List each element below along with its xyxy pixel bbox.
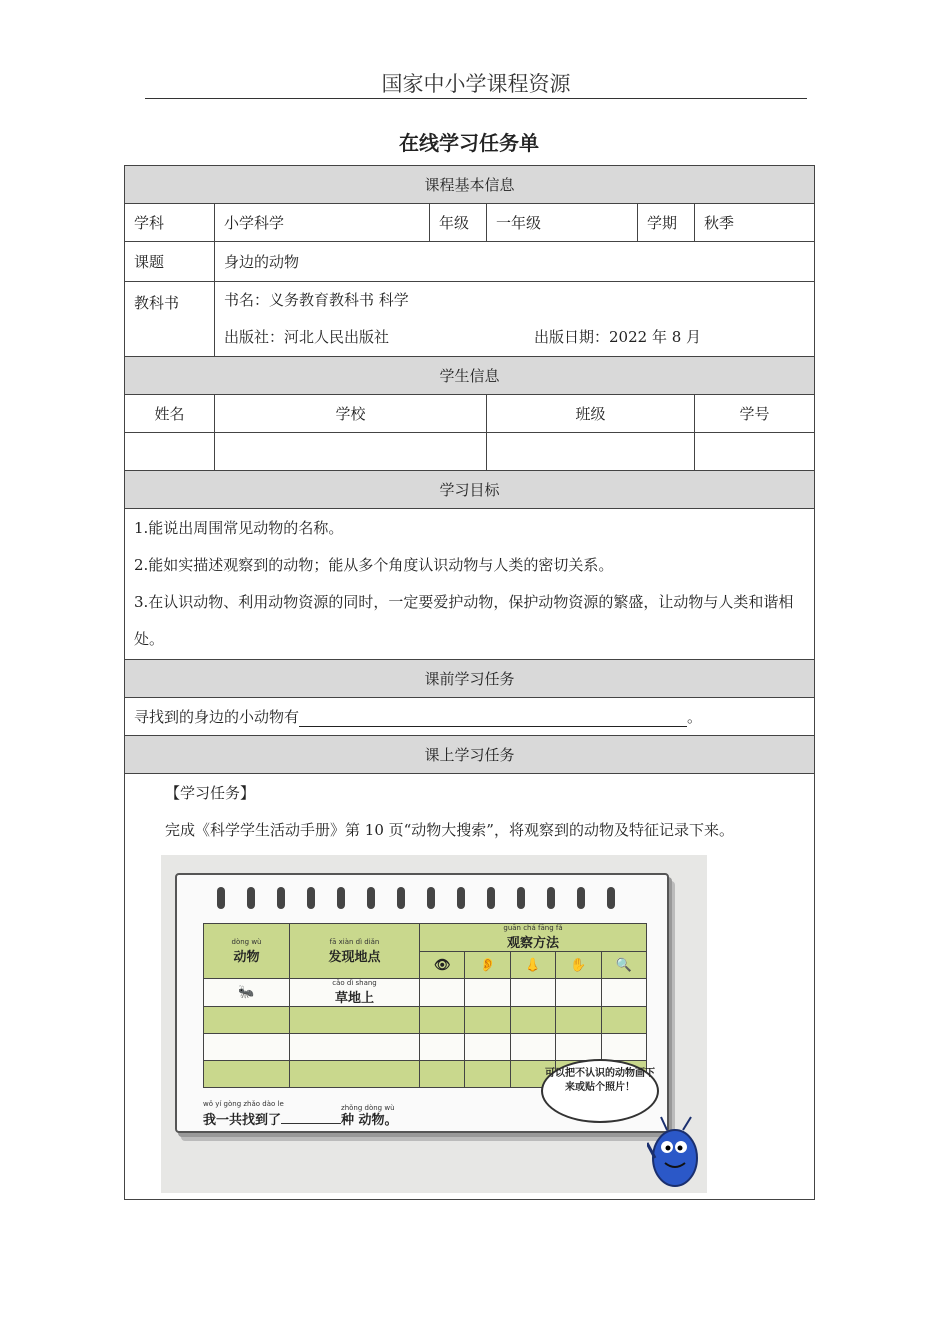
book-name: 书名：义务教育教科书 科学	[224, 291, 409, 309]
animal-answer-blank[interactable]	[299, 710, 687, 727]
binder-ring	[397, 887, 405, 909]
grade-value: 一年级	[487, 204, 638, 242]
grid-cell	[465, 1007, 510, 1034]
place-col-label: 发现地点	[328, 949, 381, 965]
binder-ring	[457, 887, 465, 909]
grid-cell	[601, 1034, 646, 1061]
in-class-header: 课上学习任务	[125, 736, 815, 774]
eye-icon: 👁	[420, 952, 465, 979]
name-column-header: 姓名	[125, 395, 215, 433]
example-place-label: 草地上	[334, 991, 374, 1006]
pre-class-prompt: 寻找到的身边的小动物有	[134, 708, 300, 726]
in-class-content	[125, 774, 815, 1200]
method-col-label: 观察方法	[506, 936, 559, 951]
mascot-icon	[647, 1113, 707, 1193]
binder-ring	[277, 887, 285, 909]
grid-cell	[601, 979, 646, 1007]
objectives-list	[125, 509, 815, 660]
binder-ring	[307, 887, 315, 909]
objective-item: 1.能说出周围常见动物的名称。	[134, 519, 344, 537]
grid-cell	[420, 1061, 465, 1088]
grid-cell	[204, 1061, 290, 1088]
method-col-header	[420, 924, 647, 952]
binder-ring	[427, 887, 435, 909]
place-col-header	[290, 924, 420, 979]
footer-text-b-wrap	[341, 1104, 398, 1128]
grid-cell	[556, 979, 601, 1007]
school-field[interactable]	[215, 433, 487, 471]
grid-cell	[290, 1034, 420, 1061]
example-place	[290, 979, 420, 1007]
footer-pinyin2: zhǒng dòng wù	[341, 1104, 395, 1112]
footer-pinyin: wǒ yí gòng zhǎo dào le	[203, 1100, 284, 1108]
pinyin: dòng wù	[231, 937, 262, 946]
binder-ring	[607, 887, 615, 909]
worksheet-footer	[203, 1100, 398, 1128]
pre-class-task	[125, 698, 815, 736]
term-value: 秋季	[695, 204, 815, 242]
ant-icon: 🐜	[204, 979, 290, 1007]
class-column-header: 班级	[487, 395, 695, 433]
textbook-label: 教科书	[125, 282, 215, 357]
subject-value: 小学科学	[215, 204, 430, 242]
student-info-header: 学生信息	[125, 357, 815, 395]
grid-cell	[556, 1034, 601, 1061]
student-id-column-header: 学号	[695, 395, 815, 433]
objective-item: 2.能如实描述观察到的动物；能从多个角度认识动物与人类的密切关系。	[134, 556, 614, 574]
objectives-header: 学习目标	[125, 471, 815, 509]
site-header: 国家中小学课程资源	[381, 72, 571, 96]
school-column-header: 学校	[215, 395, 487, 433]
pre-class-end: 。	[687, 708, 703, 726]
binder-ring	[217, 887, 225, 909]
binder-ring	[367, 887, 375, 909]
magnifier-icon: 🔍	[601, 952, 646, 979]
publish-date: 出版日期：2022 年 8 月	[534, 328, 702, 346]
grid-cell	[510, 979, 555, 1007]
binder-ring	[337, 887, 345, 909]
textbook-details	[215, 282, 815, 357]
class-field[interactable]	[487, 433, 695, 471]
binder-ring	[517, 887, 525, 909]
grid-cell	[510, 1034, 555, 1061]
pre-class-header: 课前学习任务	[125, 660, 815, 698]
grid-cell	[465, 979, 510, 1007]
grid-cell	[465, 1034, 510, 1061]
hand-icon: ✋	[556, 952, 601, 979]
task-sheet-table	[124, 165, 815, 1200]
grid-cell	[420, 1034, 465, 1061]
grid-cell	[556, 1007, 601, 1034]
grid-cell	[510, 1007, 555, 1034]
binder-ring	[577, 887, 585, 909]
binder-ring	[247, 887, 255, 909]
grid-cell	[601, 1007, 646, 1034]
pinyin: fā xiàn dì diǎn	[329, 937, 380, 946]
animal-col-label: 动物	[233, 949, 260, 965]
topic-label: 课题	[125, 242, 215, 282]
grid-cell	[465, 1061, 510, 1088]
grid-cell	[290, 1007, 420, 1034]
binder-ring	[547, 887, 555, 909]
publisher: 出版社：河北人民出版社	[224, 328, 390, 346]
grade-label: 年级	[430, 204, 487, 242]
footer-text-b: 种 动物。	[341, 1113, 398, 1128]
task-heading: 【学习任务】	[165, 784, 256, 802]
grid-cell	[420, 979, 465, 1007]
pinyin: cǎo dì shang	[332, 979, 377, 987]
ear-icon: 👂	[465, 952, 510, 979]
grid-cell	[290, 1061, 420, 1088]
animal-col-header	[204, 924, 290, 979]
name-field[interactable]	[125, 433, 215, 471]
task-text: 完成《科学学生活动手册》第 10 页“动物大搜索”，将观察到的动物及特征记录下来。	[165, 821, 734, 839]
workbook-image	[161, 855, 707, 1193]
footer-text-a: 我一共找到了	[203, 1113, 282, 1128]
publisher-row	[224, 319, 805, 356]
objective-item: 3.在认识动物、利用动物资源的同时，一定要爱护动物，保护动物资源的繁盛，让动物与人类和谐相处。	[134, 593, 794, 648]
grid-cell	[420, 1007, 465, 1034]
count-blank	[281, 1123, 341, 1124]
course-info-header: 课程基本信息	[125, 166, 815, 204]
subject-label: 学科	[125, 204, 215, 242]
speech-bubble: 可以把不认识的动物画下来或贴个照片！	[541, 1059, 659, 1123]
header-divider	[145, 98, 807, 99]
term-label: 学期	[638, 204, 695, 242]
nose-icon: 👃	[510, 952, 555, 979]
grid-cell	[204, 1007, 290, 1034]
student-id-field[interactable]	[695, 433, 815, 471]
pinyin: guān chá fāng fǎ	[503, 924, 563, 932]
document-title: 在线学习任务单	[399, 131, 539, 155]
topic-value: 身边的动物	[215, 242, 815, 282]
grid-cell	[204, 1034, 290, 1061]
binder-ring	[487, 887, 495, 909]
